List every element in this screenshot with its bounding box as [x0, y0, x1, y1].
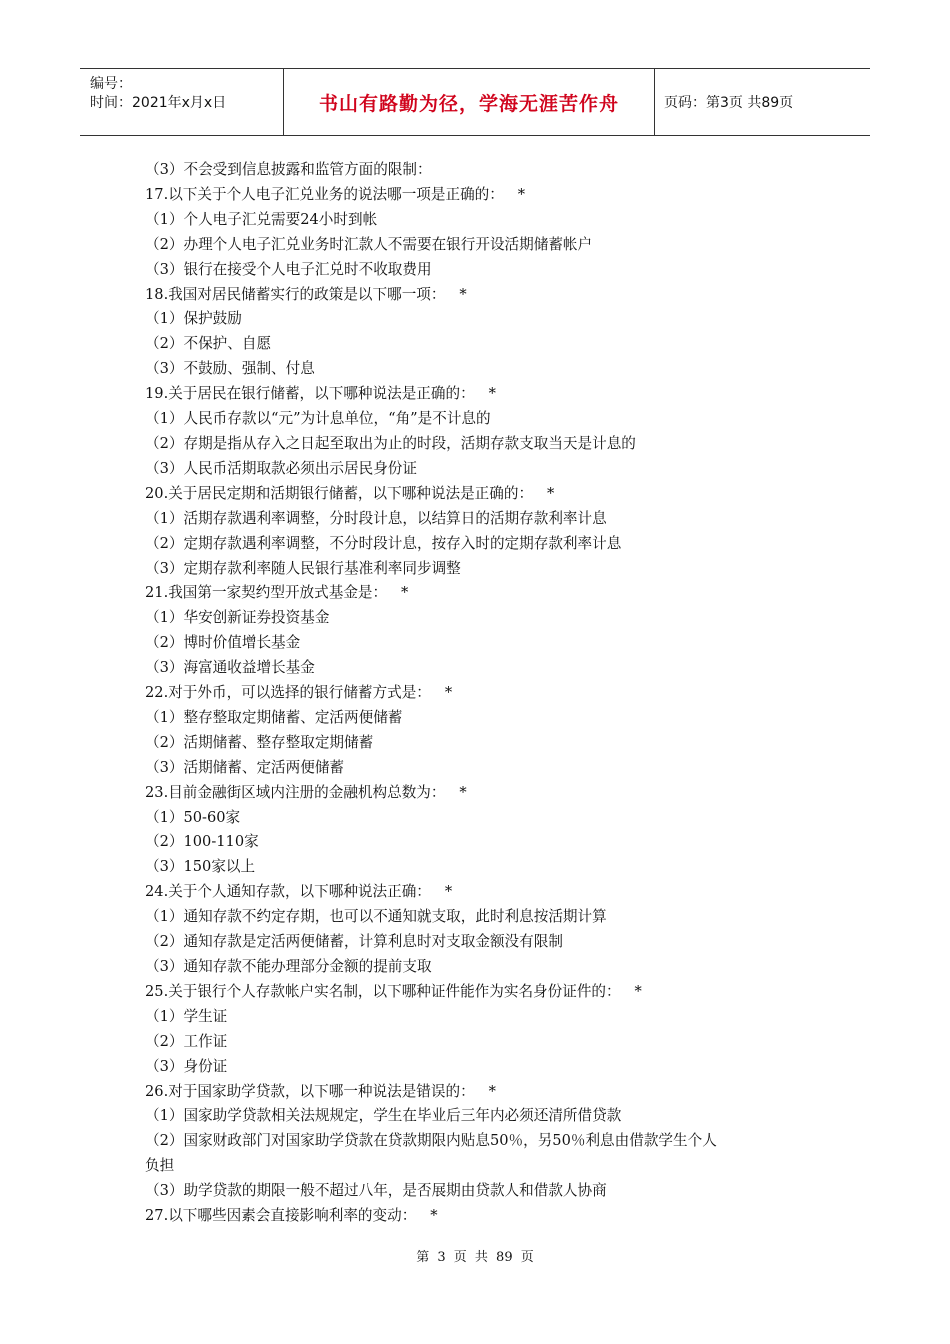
text-line: 负担	[145, 1157, 175, 1175]
text-line: （1）人民币存款以“元”为计息单位，“角”是不计息的	[145, 410, 491, 428]
text-line: （2）工作证	[145, 1032, 228, 1050]
text-line: 27.以下哪些因素会直接影响利率的变动： *	[145, 1207, 438, 1225]
text-line: （3）银行在接受个人电子汇兑时不收取费用	[145, 260, 432, 278]
document-body	[145, 158, 815, 1229]
text-line: （3）不鼓励、强制、付息	[145, 360, 315, 378]
document-number-label: 编号：	[90, 76, 132, 92]
text-line: （2）定期存款遇利率调整，不分时段计息，按存入时的定期存款利率计息	[145, 534, 622, 552]
text-line: （1）活期存款遇利率调整，分时段计息，以结算日的活期存款利率计息	[145, 509, 607, 527]
text-line: 18.我国对居民储蓄实行的政策是以下哪一项： *	[145, 285, 467, 303]
text-line: 17.以下关于个人电子汇兑业务的说法哪一项是正确的： *	[145, 185, 526, 203]
text-line: （1）华安创新证券投资基金	[145, 609, 330, 627]
text-line: （1）50-60家	[145, 808, 241, 826]
text-line: （1）整存整取定期储蓄、定活两便储蓄	[145, 708, 403, 726]
text-line: （1）学生证	[145, 1007, 228, 1025]
document-time-label: 时间：2021年x月x日	[90, 95, 227, 111]
text-line: （3）定期存款利率随人民银行基准利率同步调整	[145, 559, 461, 577]
text-line: 23.目前金融街区域内注册的金融机构总数为： *	[145, 783, 467, 801]
text-line: （1）通知存款不约定存期，也可以不通知就支取，此时利息按活期计算	[145, 908, 607, 926]
header-motto-cell	[283, 69, 655, 135]
text-line: （3）活期储蓄、定活两便储蓄	[145, 758, 345, 776]
text-line: （1）个人电子汇兑需要24小时到帐	[145, 210, 378, 228]
text-line: 21.我国第一家契约型开放式基金是： *	[145, 584, 409, 602]
text-line: （3）人民币活期取款必须出示居民身份证	[145, 459, 417, 477]
text-line: （3）海富通收益增长基金	[145, 659, 315, 677]
text-line: 20.关于居民定期和活期银行储蓄，以下哪种说法是正确的： *	[145, 484, 555, 502]
text-line: （2）存期是指从存入之日起至取出为止的时段，活期存款支取当天是计息的	[145, 434, 636, 452]
text-line: （2）国家财政部门对国家助学贷款在贷款期限内贴息50％，另50％利息由借款学生个人	[145, 1132, 717, 1150]
text-line: （2）博时价值增长基金	[145, 634, 301, 652]
text-line: （1）保护鼓励	[145, 310, 242, 328]
text-line: （3）不会受到信息披露和监管方面的限制：	[145, 161, 432, 178]
text-line: （2）不保护、自愿	[145, 335, 272, 353]
text-line: （3）身份证	[145, 1057, 228, 1075]
text-line: （2）办理个人电子汇兑业务时汇款人不需要在银行开设活期储蓄帐户	[145, 235, 593, 253]
page-footer: 第 3 页 共 89 页	[416, 1250, 534, 1265]
text-line: 25.关于银行个人存款帐户实名制，以下哪种证件能作为实名身份证件的： *	[145, 982, 642, 1000]
text-line: 24.关于个人通知存款，以下哪种说法正确： *	[145, 883, 453, 901]
header-page-info-cell	[655, 69, 870, 135]
page-header	[80, 68, 870, 136]
text-line: （2）活期储蓄、整存整取定期储蓄	[145, 733, 374, 751]
text-line: 22.对于外币，可以选择的银行储蓄方式是： *	[145, 684, 453, 702]
text-line: （3）通知存款不能办理部分金额的提前支取	[145, 958, 432, 975]
text-line: （2）100-110家	[145, 833, 259, 851]
text-line: 19.关于居民在银行储蓄，以下哪种说法是正确的： *	[145, 385, 496, 403]
text-line: （1）国家助学贷款相关法规规定，学生在毕业后三年内必须还清所借贷款	[145, 1107, 622, 1125]
text-line: （2）通知存款是定活两便储蓄，计算利息时对支取金额没有限制	[145, 933, 563, 951]
text-line: 26.对于国家助学贷款，以下哪一种说法是错误的： *	[145, 1082, 496, 1100]
text-line: （3）助学贷款的期限一般不超过八年，是否展期由贷款人和借款人协商	[145, 1182, 607, 1200]
header-left-cell	[80, 69, 283, 135]
header-motto: 书山有路勤为径，学海无涯苦作舟	[318, 92, 619, 115]
header-page-info: 页码：第3页 共89页	[664, 95, 794, 111]
text-line: （3）150家以上	[145, 858, 256, 876]
